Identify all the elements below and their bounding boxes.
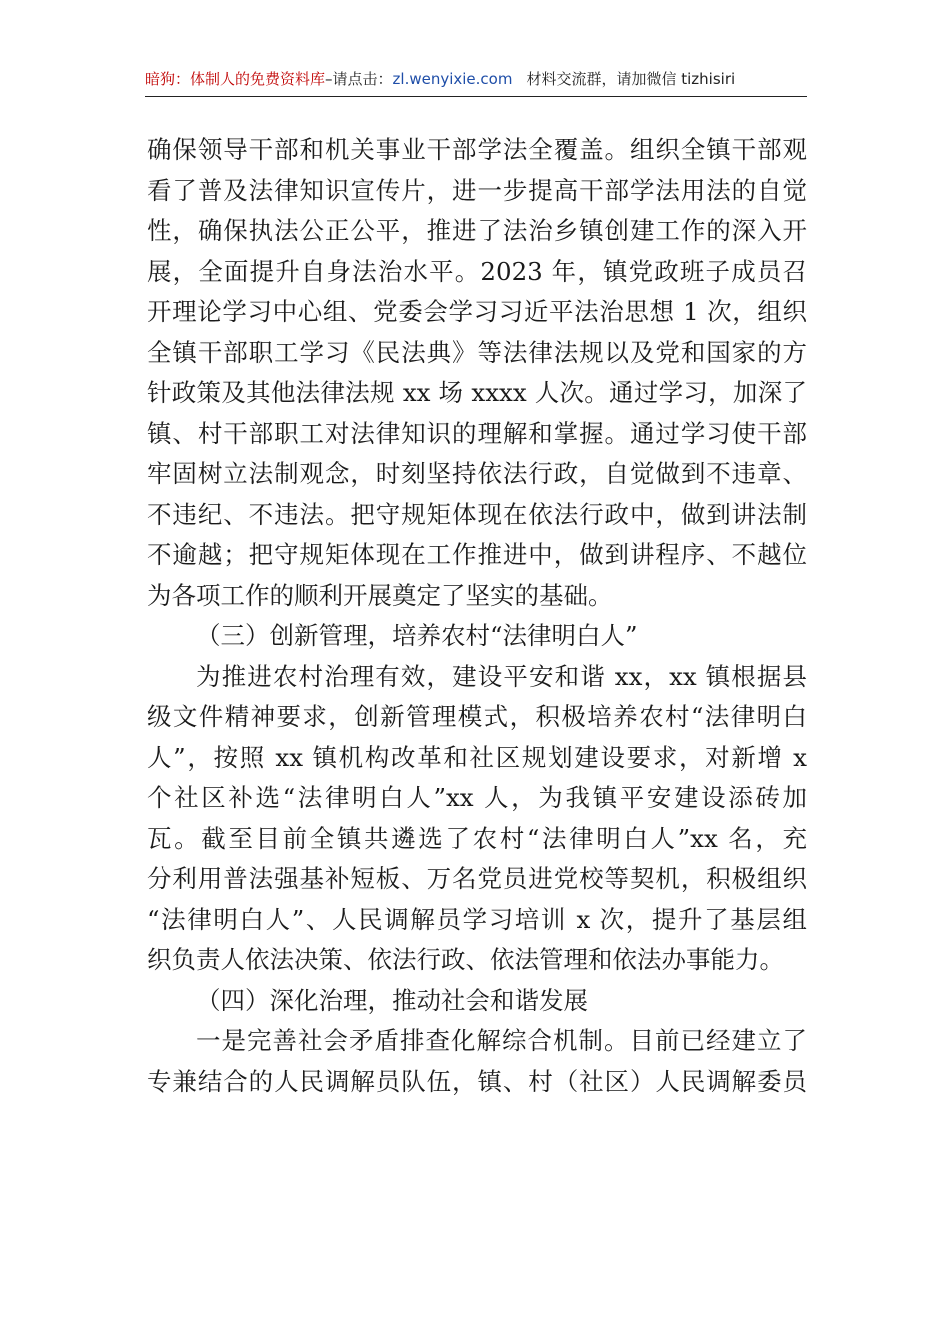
body-line: 不违纪、不违法。把守规矩体现在依法行政中，做到讲法制 — [147, 499, 807, 529]
body-line: 针政策及其他法律法规 xx 场 xxxx 人次。通过学习，加深了 — [147, 378, 807, 407]
body-line: “法律明白人”、人民调解员学习培训 x 次，提升了基层组 — [147, 904, 807, 934]
header-group-note: 材料交流群，请加微信 tizhisiri — [526, 70, 736, 88]
header-click-prefix: –请点击： — [325, 70, 393, 88]
body-line: 镇、村干部职工对法律知识的理解和掌握。通过学习使干部 — [147, 418, 807, 448]
section-heading-4: （四）深化治理，推动社会和谐发展 — [196, 985, 588, 1015]
body-line: 不逾越；把守规矩体现在工作推进中，做到讲程序、不越位 — [147, 540, 807, 569]
body-line: 性，确保执法公正公平，推进了法治乡镇创建工作的深入开 — [147, 216, 807, 245]
body-line: 分利用普法强基补短板、万名党员进党校等契机，积极组织 — [147, 864, 807, 893]
body-line: 级文件精神要求，创新管理模式，积极培养农村“法律明白 — [147, 702, 807, 731]
section-heading-3: （三）创新管理，培养农村“法律明白人” — [196, 621, 638, 650]
body-line: 为推进农村治理有效，建设平安和谐 xx，xx 镇根据县 — [196, 661, 807, 691]
body-line: 牢固树立法制观念，时刻坚持依法行政，自觉做到不违章、 — [147, 459, 807, 488]
header-url-link[interactable]: zl.wenyixie.com — [392, 70, 513, 88]
body-line: 展，全面提升自身法治水平。2023 年，镇党政班子成员召 — [147, 256, 807, 286]
header-site-label: 暗狗：体制人的免费资料库 — [145, 70, 326, 88]
body-line: 个社区补选“法律明白人”xx 人，为我镇平安建设添砖加 — [147, 783, 807, 812]
body-line: 看了普及法律知识宣传片，进一步提高干部学法用法的自觉 — [147, 175, 807, 205]
body-line: 瓦。截至目前全镇共遴选了农村“法律明白人”xx 名，充 — [147, 823, 807, 853]
body-line: 全镇干部职工学习《民法典》等法律法规以及党和国家的方 — [147, 337, 807, 367]
document-body — [147, 130, 807, 1102]
body-line: 专兼结合的人民调解员队伍，镇、村（社区）人民调解委员 — [147, 1066, 807, 1096]
body-line: 开理论学习中心组、党委会学习习近平法治思想 1 次，组织 — [147, 297, 807, 326]
body-line: 为各项工作的顺利开展奠定了坚实的基础。 — [147, 580, 613, 610]
body-line: 一是完善社会矛盾排查化解综合机制。目前已经建立了 — [196, 1026, 807, 1055]
body-line: 人”，按照 xx 镇机构改革和社区规划建设要求，对新增 x — [147, 742, 807, 772]
body-line: 织负责人依法决策、依法行政、依法管理和依法办事能力。 — [147, 945, 784, 974]
page-header — [145, 64, 807, 97]
body-line: 确保领导干部和机关事业干部学法全覆盖。组织全镇干部观 — [147, 135, 807, 164]
